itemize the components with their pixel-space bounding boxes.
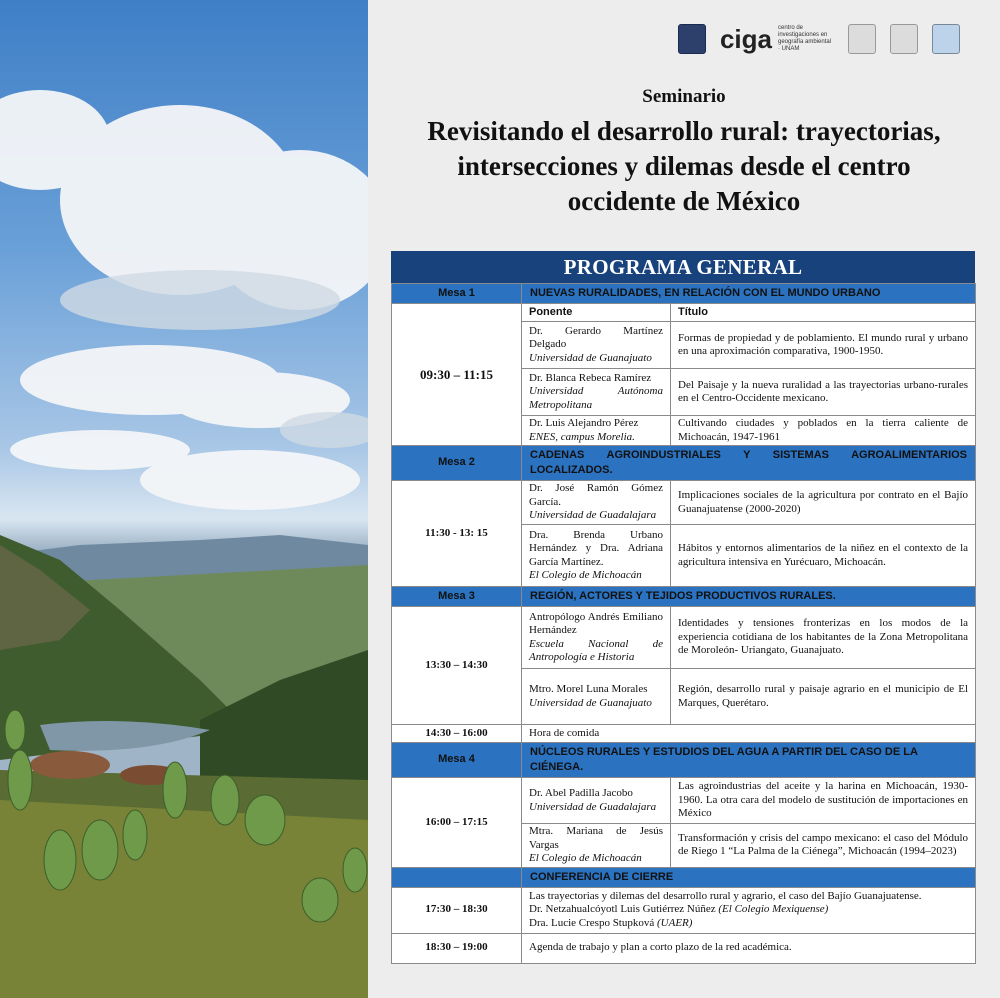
aadr-logo-icon — [848, 24, 876, 54]
table-row — [392, 607, 976, 669]
mesa-label: Mesa 4 — [392, 743, 522, 778]
closing-text: Las trayectorias y dilemas del desarrollo rural y agrario, el caso del Bajío Guanajuatense. Dr. Netzahualcóyotl Luis Gutiérrez Núñez (El Colegio Mexiquense) Dra. Lucie Crespo Stupková (UAER) — [522, 887, 976, 933]
logo-bar — [678, 24, 960, 54]
talk-title: Transformación y crisis del campo mexicano: el caso del Módulo de Riego 1 “La Palma de la Ciénega”, Michoacán (1994–2023) — [671, 824, 976, 868]
mesa-4-header — [392, 743, 976, 778]
time-slot: 13:30 – 14:30 — [392, 607, 522, 725]
closing-header — [392, 867, 976, 887]
mesa-topic: REGIÓN, ACTORES Y TEJIDOS PRODUCTIVOS RURALES. — [522, 587, 976, 607]
mesa-label: Mesa 1 — [392, 284, 522, 304]
closing-label: CONFERENCIA DE CIERRE — [522, 867, 976, 887]
speaker: Dr. Abel Padilla Jacobo Universidad de Guadalajara — [522, 778, 671, 824]
time-slot: 16:00 – 17:15 — [392, 778, 522, 868]
talk-title: Las agroindustrias del aceite y la harina en Michoacán, 1930-1960. La otra cara del modelo de sustitución de importaciones en México — [671, 778, 976, 824]
table-row — [392, 481, 976, 525]
speaker: Mtro. Morel Luna Morales Universidad de Guanajuato — [522, 669, 671, 725]
mesa-1-header — [392, 284, 976, 304]
closing-blank — [392, 867, 522, 887]
mesa-3-header — [392, 587, 976, 607]
time-slot: 17:30 – 18:30 — [392, 887, 522, 933]
col-titulo: Título — [671, 304, 976, 322]
time-slot: 18:30 – 19:00 — [392, 933, 522, 963]
table-row — [392, 778, 976, 824]
mesa-label: Mesa 3 — [392, 587, 522, 607]
program-table — [391, 251, 975, 964]
lunch-text: Hora de comida — [522, 725, 976, 743]
col-ponente: Ponente — [522, 304, 671, 322]
mesa-topic: NÚCLEOS RURALES Y ESTUDIOS DEL AGUA A PARTIR DEL CASO DE LA CIÉNEGA. — [522, 743, 976, 778]
agenda-row — [392, 933, 976, 963]
time-slot: 11:30 - 13: 15 — [392, 481, 522, 587]
mesa-label: Mesa 2 — [392, 446, 522, 481]
talk-title: Implicaciones sociales de la agricultura por contrato en el Bajío Guanajuatense (2000-2020) — [671, 481, 976, 525]
speaker: Dr. Luis Alejandro Pérez ENES, campus Morelia. — [522, 416, 671, 446]
seminar-title: Revisitando el desarrollo rural: trayectorias, intersecciones y dilemas desde el centro occidente de México — [427, 116, 941, 216]
partner-logo-icon — [932, 24, 960, 54]
column-header-row — [392, 304, 976, 322]
speaker: Mtra. Mariana de Jesús Vargas El Colegio de Michoacán — [522, 824, 671, 868]
closing-row — [392, 887, 976, 933]
talk-title: Identidades y tensiones fronterizas en los modos de la experiencia cotidiana de los habitantes de la Zona Metropolitana de Moroleón- Uriangato, Guanajuato. — [671, 607, 976, 669]
mesa-2-header — [392, 446, 976, 481]
lunch-row — [392, 725, 976, 743]
talk-title: Región, desarrollo rural y paisaje agrario en el municipio de El Marques, Querétaro. — [671, 669, 976, 725]
talk-title: Del Paisaje y la nueva ruralidad a las trayectorias urbano-rurales en el Centro-Occidente mexicano. — [671, 369, 976, 416]
time-slot: 09:30 – 11:15 — [392, 304, 522, 446]
agenda-text: Agenda de trabajo y plan a corto plazo de la red académica. — [522, 933, 976, 963]
unam-seal-icon — [678, 24, 706, 54]
talk-title: Hábitos y entornos alimentarios de la niñez en el contexto de la agricultura intensiva en Yurécuaro, Michoacán. — [671, 525, 976, 587]
program-heading: PROGRAMA GENERAL — [391, 251, 975, 283]
mesa-topic: NUEVAS RURALIDADES, EN RELACIÓN CON EL MUNDO URBANO — [522, 284, 976, 304]
talk-title: Formas de propiedad y de poblamiento. El mundo rural y urbano en una aproximación comparativa, 1900-1950. — [671, 322, 976, 369]
speaker: Dr. José Ramón Gómez García. Universidad de Guadalajara — [522, 481, 671, 525]
landscape-photo — [0, 0, 368, 998]
seminar-label: Seminario — [642, 86, 726, 107]
speaker: Dra. Brenda Urbano Hernández y Dra. Adriana García Martínez. El Colegio de Michoacán — [522, 525, 671, 587]
speaker: Antropólogo Andrés Emiliano Hernández Escuela Nacional de Antropología e Historia — [522, 607, 671, 669]
ciga-logo-icon: ciga centro de investigaciones en geografía ambiental · UNAM — [719, 23, 832, 54]
talk-title: Cultivando ciudades y poblados en la tierra caliente de Michoacán, 1947-1961 — [671, 416, 976, 446]
time-slot: 14:30 – 16:00 — [392, 725, 522, 743]
title-block — [368, 86, 1000, 219]
coordination-logo-icon — [890, 24, 918, 54]
mesa-topic: CADENAS AGROINDUSTRIALES Y SISTEMAS AGROALIMENTARIOS LOCALIZADOS. — [522, 446, 976, 481]
speaker: Dr. Gerardo Martínez Delgado Universidad de Guanajuato — [522, 322, 671, 369]
speaker: Dr. Blanca Rebeca Ramírez Universidad Autónoma Metropolitana — [522, 369, 671, 416]
